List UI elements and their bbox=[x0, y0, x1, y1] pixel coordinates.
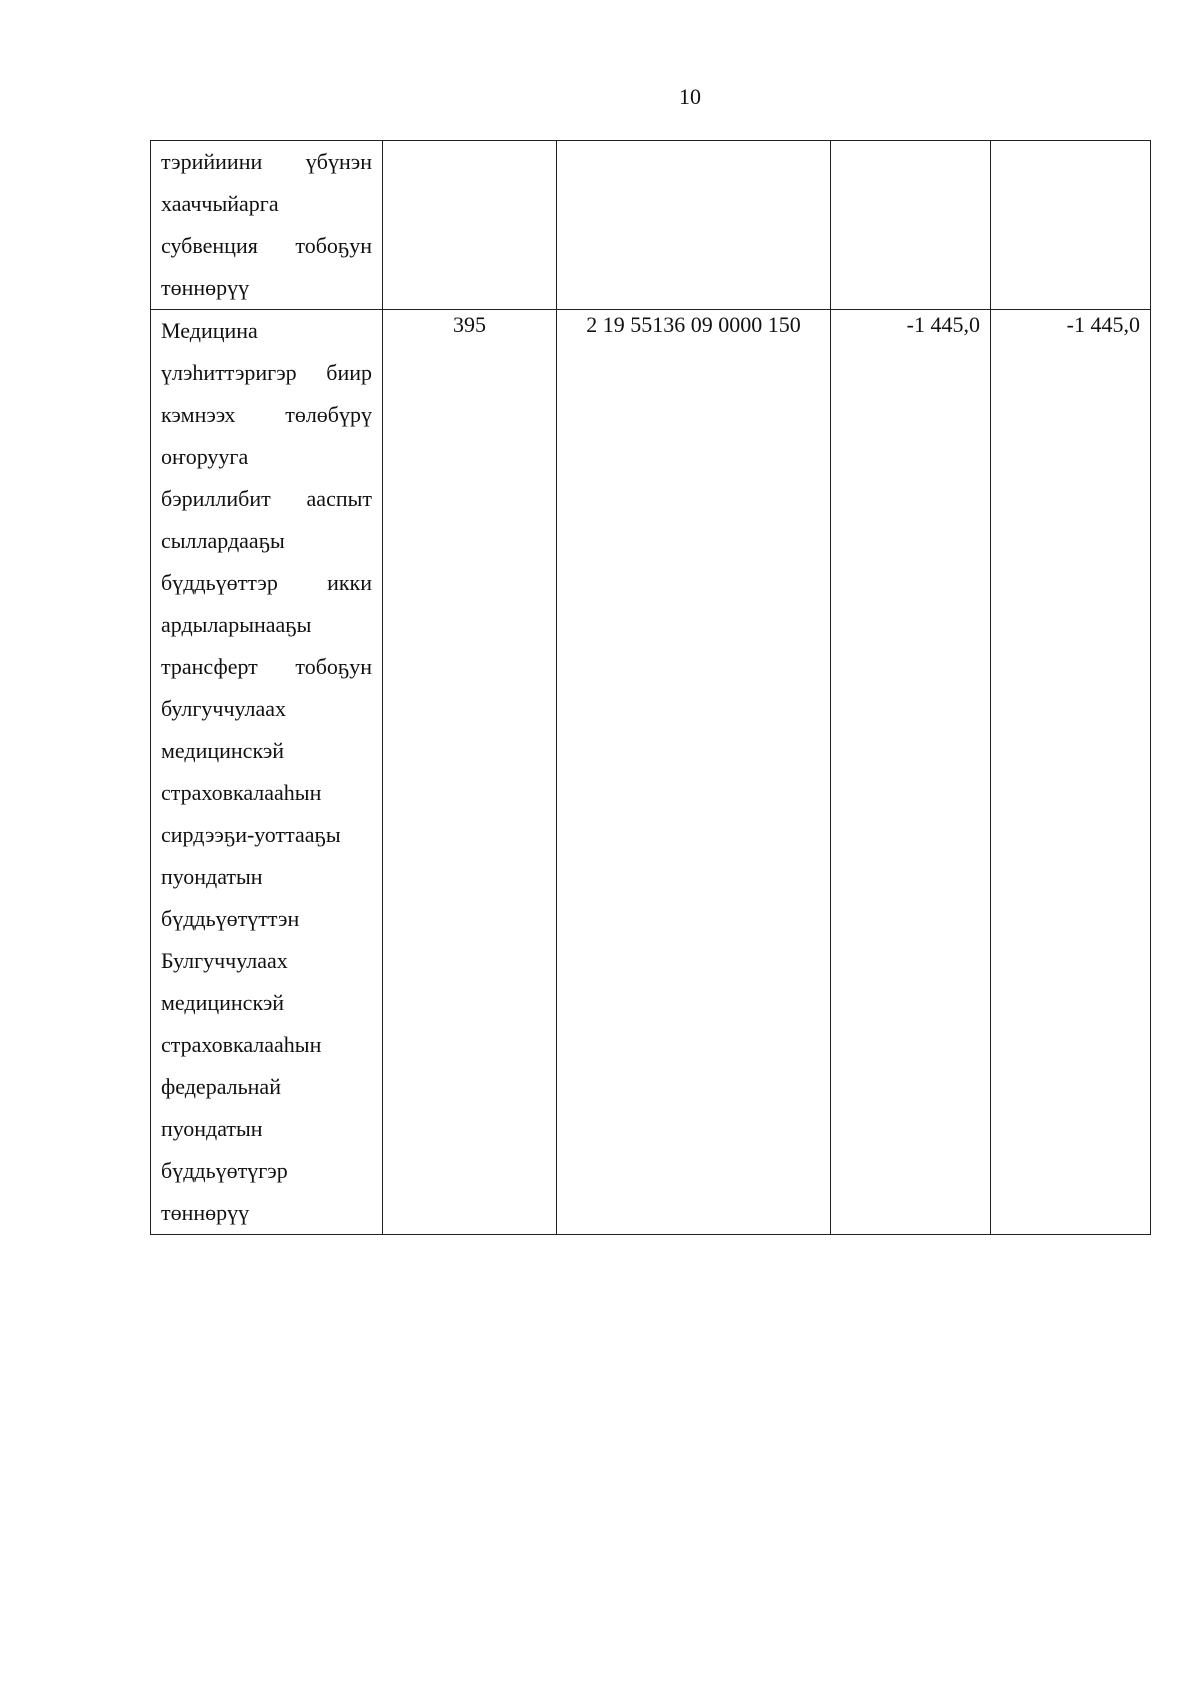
description-line: хааччыйарга bbox=[161, 191, 279, 216]
budget-table-body bbox=[151, 141, 1151, 1235]
description-line: сирдээҕи-уоттааҕы bbox=[161, 822, 341, 847]
row-kbk bbox=[557, 141, 831, 310]
description-line: үлэһиттэригэр биир bbox=[161, 360, 372, 385]
description-line: трансферт тобоҕун bbox=[161, 654, 372, 679]
description-line: медицинскэй bbox=[161, 738, 285, 763]
description-line: ардыларынааҕы bbox=[161, 612, 312, 637]
description-line: бэриллибит ааспыт bbox=[161, 486, 372, 511]
description-line: тэрийиини үбүнэн bbox=[161, 149, 372, 174]
description-line: оҥорууга bbox=[161, 444, 249, 469]
description-line: бүддьүөттэр икки bbox=[161, 570, 372, 595]
row-description bbox=[151, 141, 383, 310]
row-code bbox=[383, 141, 557, 310]
description-line: страховкалааһын bbox=[161, 780, 322, 805]
description-line: сыллардааҕы bbox=[161, 528, 285, 553]
row-amount-1 bbox=[831, 141, 991, 310]
description-line: федеральнай bbox=[161, 1074, 281, 1099]
description-line: Булгуччулаах bbox=[161, 948, 288, 973]
table-row bbox=[151, 310, 1151, 1235]
row-amount-1-value: -1 445,0 bbox=[906, 312, 980, 337]
description-line: бүддьүөтүгэр bbox=[161, 1158, 288, 1183]
row-amount-2 bbox=[991, 310, 1151, 1235]
description-line: пуондатын bbox=[161, 1116, 263, 1141]
description-line: булгуччулаах bbox=[161, 696, 287, 721]
description-line: бүддьүөтүттэн bbox=[161, 906, 300, 931]
description-line: субвенция тобоҕун bbox=[161, 233, 372, 258]
description-line: кэмнээх төлөбүрү bbox=[161, 402, 372, 427]
description-line: пуондатын bbox=[161, 864, 263, 889]
row-amount-1 bbox=[831, 310, 991, 1235]
description-line: Медицина bbox=[161, 318, 258, 343]
budget-table bbox=[150, 140, 1151, 1235]
table-row bbox=[151, 141, 1151, 310]
description-line: медицинскэй bbox=[161, 990, 285, 1015]
page-number: 10 bbox=[679, 84, 701, 109]
row-amount-2 bbox=[991, 141, 1151, 310]
row-code bbox=[383, 310, 557, 1235]
row-kbk bbox=[557, 310, 831, 1235]
row-description bbox=[151, 310, 383, 1235]
description-line: төннөрүү bbox=[161, 275, 250, 300]
description-line: төннөрүү bbox=[161, 1200, 250, 1225]
description-line: страховкалааһын bbox=[161, 1032, 322, 1057]
row-amount-2-value: -1 445,0 bbox=[1066, 312, 1140, 337]
row-kbk-value: 2 19 55136 09 0000 150 bbox=[586, 312, 801, 337]
row-code-value: 395 bbox=[453, 312, 486, 337]
